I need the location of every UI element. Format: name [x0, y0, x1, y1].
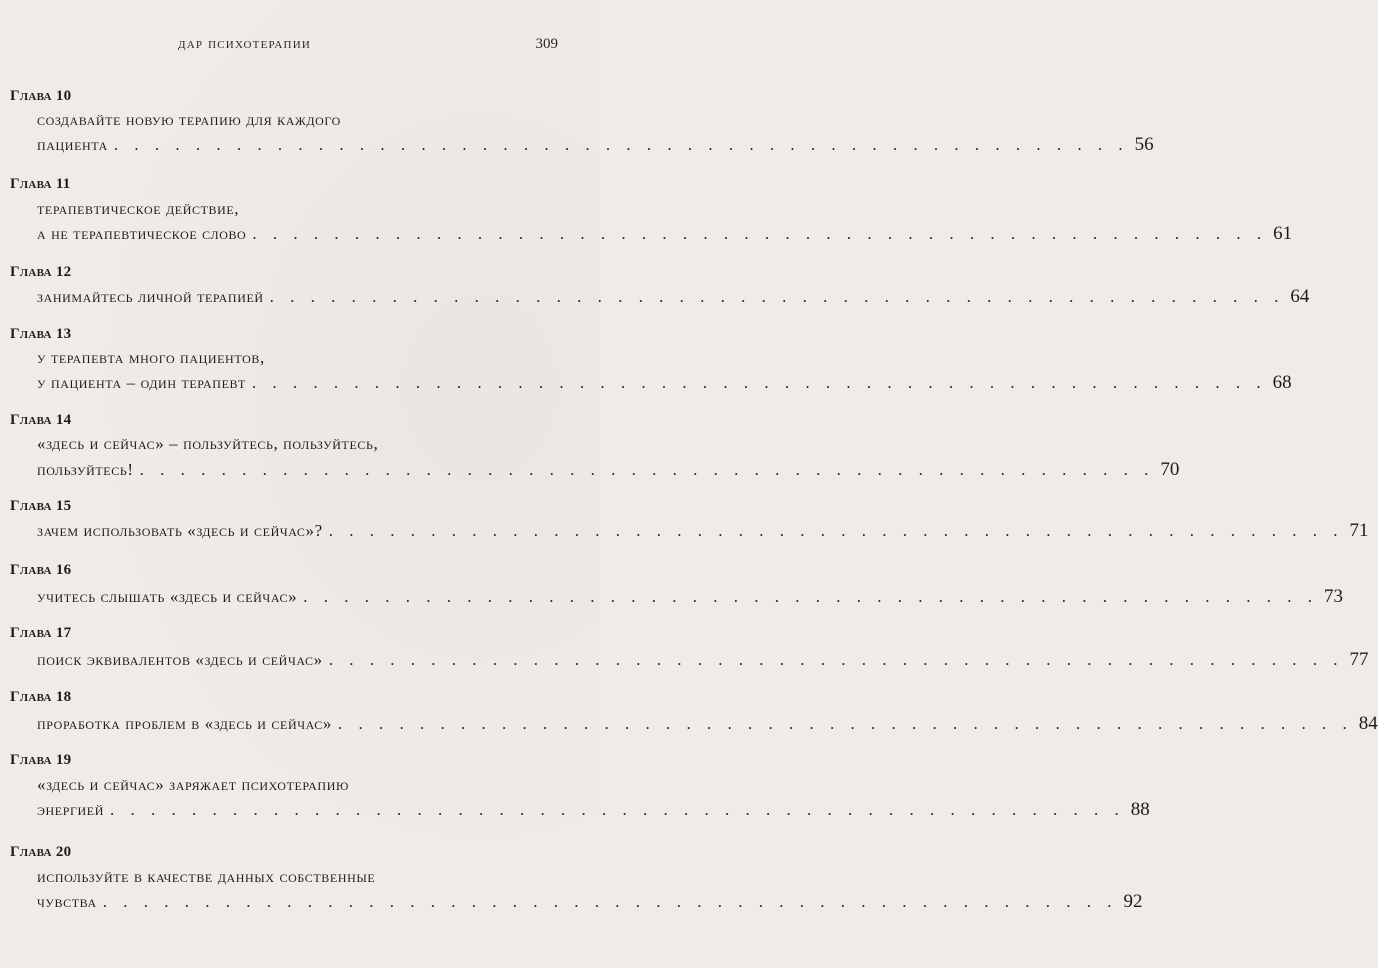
chapter-title-last-line: [37, 459, 1180, 481]
chapter-page-number: 56: [1134, 134, 1154, 155]
chapter-page-number: 61: [1273, 223, 1293, 244]
chapter-title-last-line: [37, 134, 1154, 156]
chapter-title-last-line: [37, 649, 1369, 671]
chapter-page-number: 92: [1123, 891, 1143, 912]
chapter-title-last-line: [37, 799, 1150, 821]
chapter-title-last-line: [37, 713, 1378, 735]
chapter-title-line: «здесь и сейчас» заряжает психотерапию: [37, 775, 349, 794]
chapter-title-line: проработка проблем в «здесь и сейчас»: [37, 714, 332, 733]
chapter-label: Глава 14: [10, 412, 72, 428]
chapter-title-last-line: [37, 586, 1343, 608]
chapter-label: Глава 19: [10, 752, 72, 768]
chapter-page-number: 73: [1323, 586, 1343, 607]
book-title: дар психотерапии: [178, 36, 311, 52]
dot-leader: . . . . . . . . . . . . . . . . . . . . . . . . . . . . . . . . . . . . . . . . . . . . . . . . . .: [251, 373, 1267, 392]
dot-leader: . . . . . . . . . . . . . . . . . . . . . . . . . . . . . . . . . . . . . . . . . . . . . . . . . .: [303, 587, 1318, 606]
chapter-page-number: 70: [1160, 459, 1180, 480]
chapter-title-line: поиск эквивалентов «здесь и сейчас»: [37, 650, 323, 669]
chapter-label: Глава 13: [10, 326, 72, 342]
chapter-title-line: пользуйтесь!: [37, 460, 134, 479]
chapter-label: Глава 15: [10, 498, 72, 514]
chapter-label: Глава 11: [10, 176, 71, 192]
chapter-title-line: а не терапевтическое слово: [37, 224, 247, 243]
chapter-title-line: используйте в качестве данных собственные: [37, 867, 376, 886]
chapter-title-last-line: [37, 520, 1369, 542]
chapter-title-line: зачем использовать «здесь и сейчас»?: [37, 521, 323, 540]
chapter-title-last-line: [37, 891, 1143, 913]
chapter-title-last-line: [37, 286, 1310, 308]
chapter-label: Глава 20: [10, 844, 72, 860]
chapter-title-last-line: [37, 372, 1292, 394]
dot-leader: . . . . . . . . . . . . . . . . . . . . . . . . . . . . . . . . . . . . . . . . . . . . . . . . . .: [328, 650, 1344, 669]
chapter-title-line: создавайте новую терапию для каждого: [37, 110, 341, 129]
dot-leader: . . . . . . . . . . . . . . . . . . . . . . . . . . . . . . . . . . . . . . . . . . . . . . . . . .: [113, 135, 1129, 154]
chapter-page-number: 77: [1349, 649, 1369, 670]
chapter-page-number: 84: [1358, 713, 1378, 734]
chapter-title-line: чувства: [37, 892, 97, 911]
chapter-title-line: занимайтесь личной терапией: [37, 287, 264, 306]
chapter-title-line: энергией: [37, 800, 104, 819]
dot-leader: . . . . . . . . . . . . . . . . . . . . . . . . . . . . . . . . . . . . . . . . . . . . . . . . . .: [252, 224, 1268, 243]
chapter-title-line: «здесь и сейчас» – пользуйтесь, пользуйтесь,: [37, 434, 379, 453]
chapter-label: Глава 17: [10, 625, 72, 641]
dot-leader: . . . . . . . . . . . . . . . . . . . . . . . . . . . . . . . . . . . . . . . . . . . . . . . . . .: [139, 460, 1155, 479]
dot-leader: . . . . . . . . . . . . . . . . . . . . . . . . . . . . . . . . . . . . . . . . . . . . . . . . . .: [269, 287, 1285, 306]
page-number: 309: [535, 36, 558, 52]
chapter-title-line: учитесь слышать «здесь и сейчас»: [37, 587, 298, 606]
chapter-title-last-line: [37, 223, 1293, 245]
chapter-label: Глава 12: [10, 264, 72, 280]
chapter-page-number: 71: [1349, 520, 1369, 541]
chapter-page-number: 64: [1290, 286, 1310, 307]
chapter-page-number: 88: [1130, 799, 1150, 820]
dot-leader: . . . . . . . . . . . . . . . . . . . . . . . . . . . . . . . . . . . . . . . . . . . . . . . . . .: [110, 800, 1125, 819]
chapter-label: Глава 18: [10, 689, 72, 705]
chapter-title-line: терапевтическое действие,: [37, 199, 240, 218]
chapter-title-line: у терапевта много пациентов,: [37, 348, 265, 367]
dot-leader: . . . . . . . . . . . . . . . . . . . . . . . . . . . . . . . . . . . . . . . . . . . . . . . . . .: [102, 892, 1118, 911]
dot-leader: . . . . . . . . . . . . . . . . . . . . . . . . . . . . . . . . . . . . . . . . . . . . . . . . . .: [328, 521, 1344, 540]
dot-leader: . . . . . . . . . . . . . . . . . . . . . . . . . . . . . . . . . . . . . . . . . . . . . . . . . .: [338, 714, 1353, 733]
chapter-title-line: у пациента – один терапевт: [37, 373, 246, 392]
running-head: [0, 36, 600, 58]
chapter-label: Глава 10: [10, 88, 72, 104]
chapter-label: Глава 16: [10, 562, 72, 578]
chapter-title-line: пациента: [37, 135, 108, 154]
chapter-page-number: 68: [1272, 372, 1292, 393]
